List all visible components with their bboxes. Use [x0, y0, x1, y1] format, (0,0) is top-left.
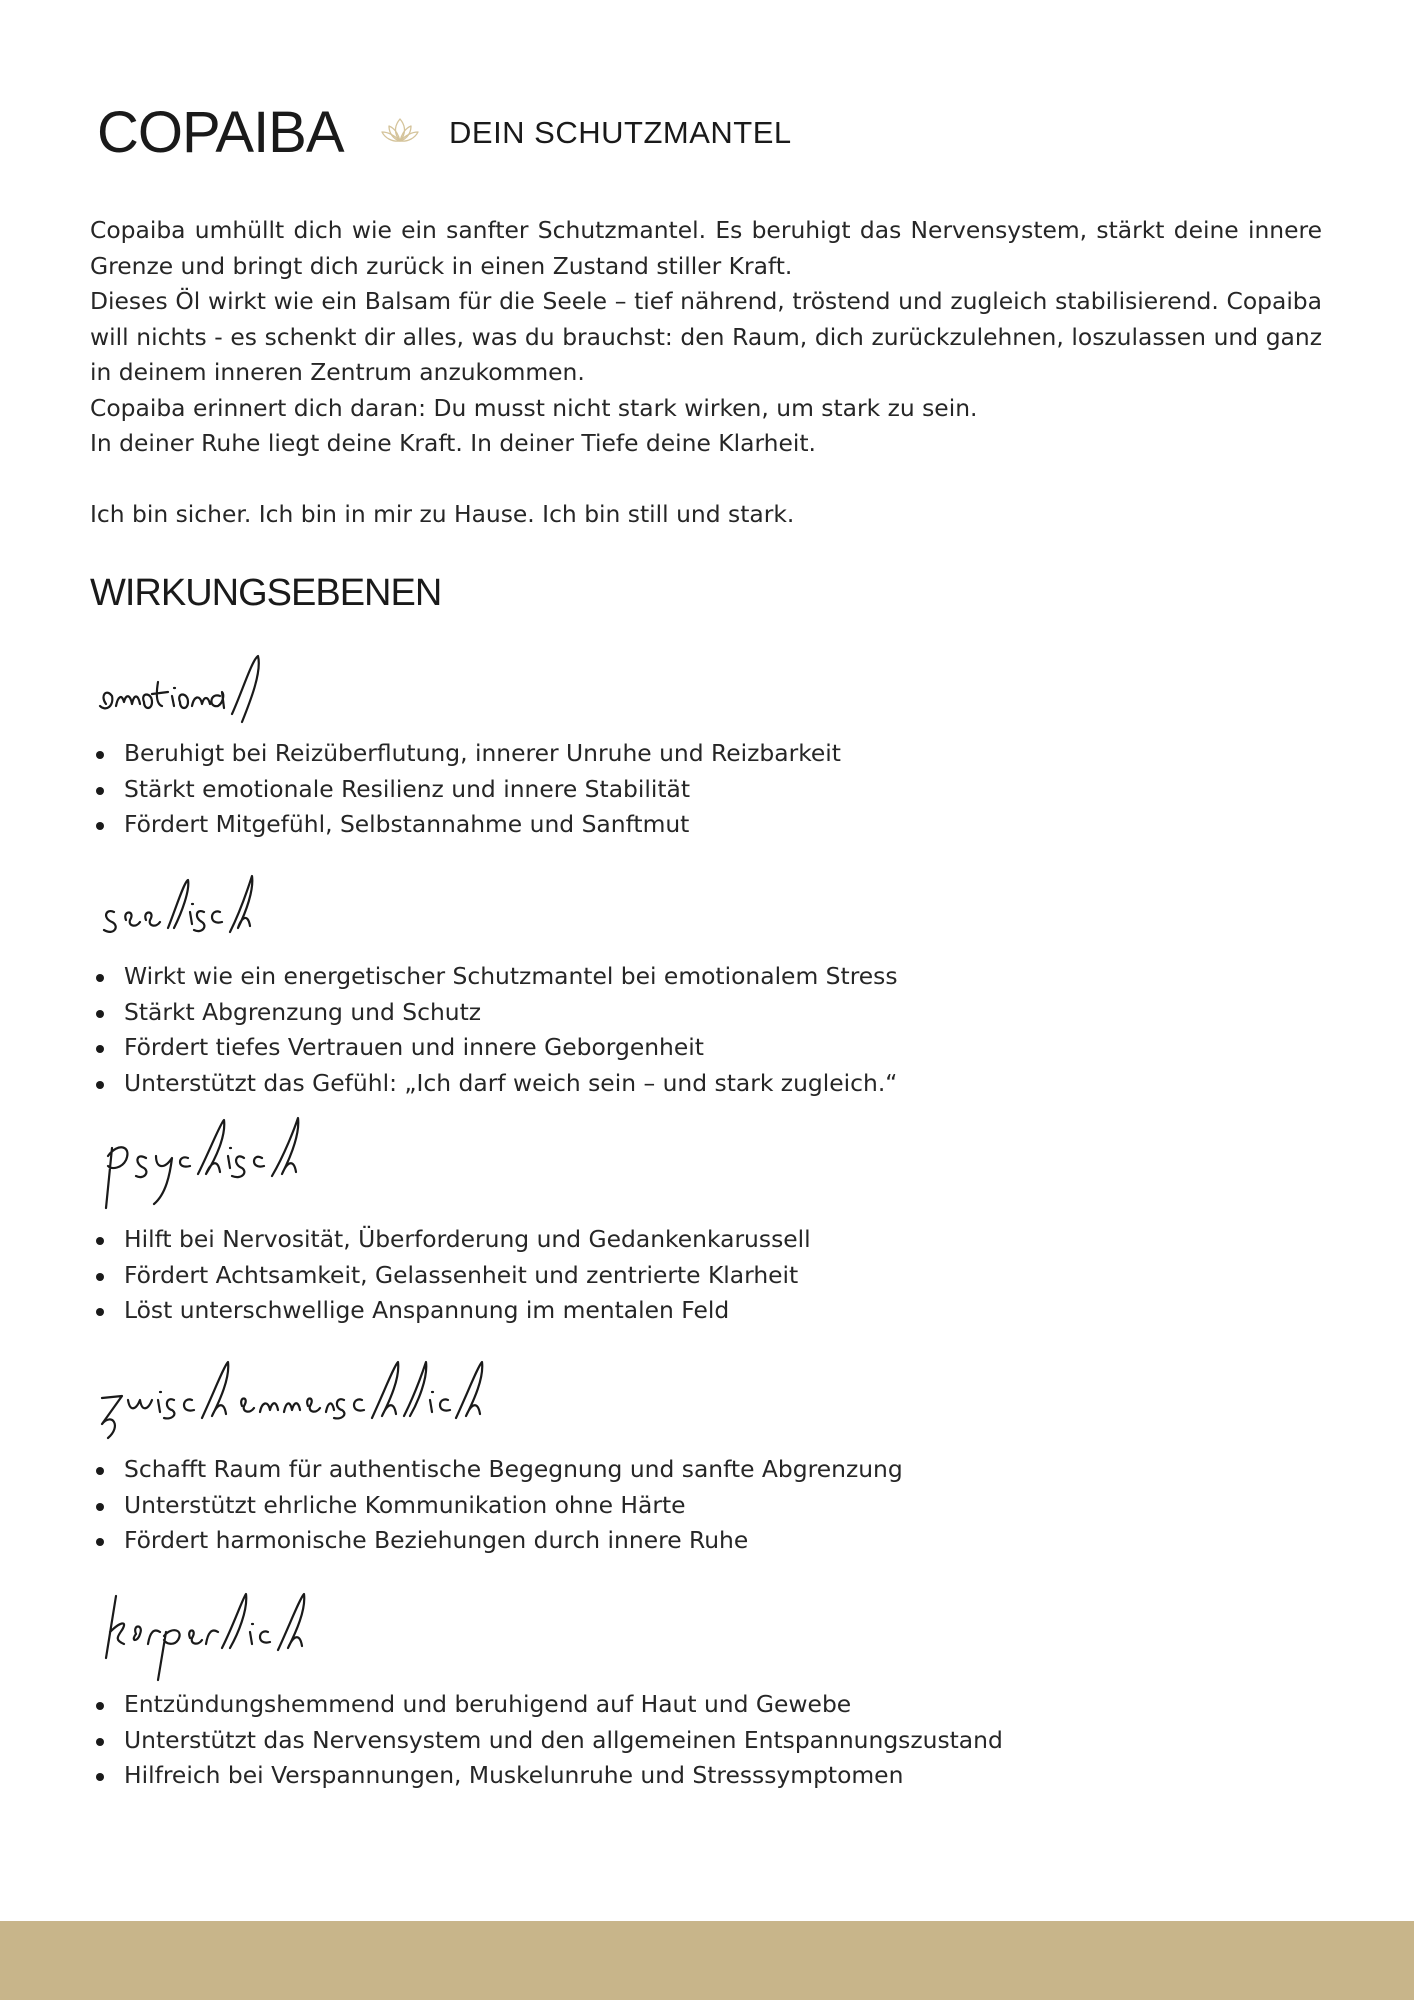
list-item: Hilft bei Nervosität, Überforderung und Gedankenkarussell: [90, 1222, 811, 1258]
list-item: Fördert tiefes Vertrauen und innere Geborgenheit: [90, 1030, 898, 1066]
lotus-icon: [380, 115, 420, 147]
footer-band: [0, 1921, 1414, 2000]
list-item: Stärkt Abgrenzung und Schutz: [90, 995, 898, 1031]
category-list-emotional: [90, 736, 841, 843]
list-item: Unterstützt das Gefühl: „Ich darf weich sein – und stark zugleich.“: [90, 1066, 898, 1102]
category-label-seelisch: [92, 868, 282, 950]
list-item: Beruhigt bei Reizüberflutung, innerer Unruhe und Reizbarkeit: [90, 736, 841, 772]
page-subtitle: DEIN SCHUTZMANTEL: [449, 115, 792, 150]
list-item: Hilfreich bei Verspannungen, Muskelunruhe und Stresssymptomen: [90, 1758, 1003, 1794]
list-item: Fördert Achtsamkeit, Gelassenheit und zentrierte Klarheit: [90, 1258, 811, 1294]
list-item: Fördert harmonische Beziehungen durch innere Ruhe: [90, 1523, 903, 1559]
section-title: WIRKUNGSEBENEN: [90, 572, 442, 614]
list-item: Unterstützt das Nervensystem und den allgemeinen Entspannungszustand: [90, 1723, 1003, 1759]
page-header: [97, 98, 1327, 168]
list-item: Unterstützt ehrliche Kommunikation ohne Härte: [90, 1488, 903, 1524]
list-item: Entzündungshemmend und beruhigend auf Haut und Gewebe: [90, 1687, 1003, 1723]
affirmation: Ich bin sicher. Ich bin in mir zu Hause. Ich bin still und stark.: [90, 500, 795, 528]
category-list-seelisch: [90, 959, 898, 1101]
category-label-koerperlich: [92, 1582, 312, 1682]
category-label-emotional: [92, 652, 282, 734]
list-item: Schafft Raum für authentische Begegnung und sanfte Abgrenzung: [90, 1452, 903, 1488]
category-label-psychisch: [92, 1112, 342, 1212]
list-item: Stärkt emotionale Resilienz und innere Stabilität: [90, 772, 841, 808]
list-item: Wirkt wie ein energetischer Schutzmantel bei emotionalem Stress: [90, 959, 898, 995]
category-label-zwischenmenschlich: [92, 1350, 512, 1450]
intro-paragraph: Copaiba umhüllt dich wie ein sanfter Schutzmantel. Es beruhigt das Nervensystem, stärkt deine innere Grenze und bringt dich zurück in einen Zustand stiller Kraft.: [90, 216, 1322, 280]
category-list-koerperlich: [90, 1687, 1003, 1794]
category-list-psychisch: [90, 1222, 811, 1329]
intro-paragraph: Copaiba erinnert dich daran: Du musst nicht stark wirken, um stark zu sein.: [90, 393, 978, 422]
intro-paragraph: Dieses Öl wirkt wie ein Balsam für die Seele – tief nährend, tröstend und zugleich stabilisierend. Copaiba will nichts - es schenkt dir alles, was du brauchst: den Raum, dich zurückzulehnen, loszulassen und ganz in deinem inneren Zentrum anzukommen.: [90, 287, 1322, 386]
brand-title: COPAIBA: [97, 100, 344, 165]
category-list-zwischenmenschlich: [90, 1452, 903, 1559]
intro-text: [90, 213, 1322, 533]
list-item: Fördert Mitgefühl, Selbstannahme und Sanftmut: [90, 807, 841, 843]
intro-paragraph: In deiner Ruhe liegt deine Kraft. In deiner Tiefe deine Klarheit.: [90, 429, 816, 457]
list-item: Löst unterschwellige Anspannung im mentalen Feld: [90, 1293, 811, 1329]
